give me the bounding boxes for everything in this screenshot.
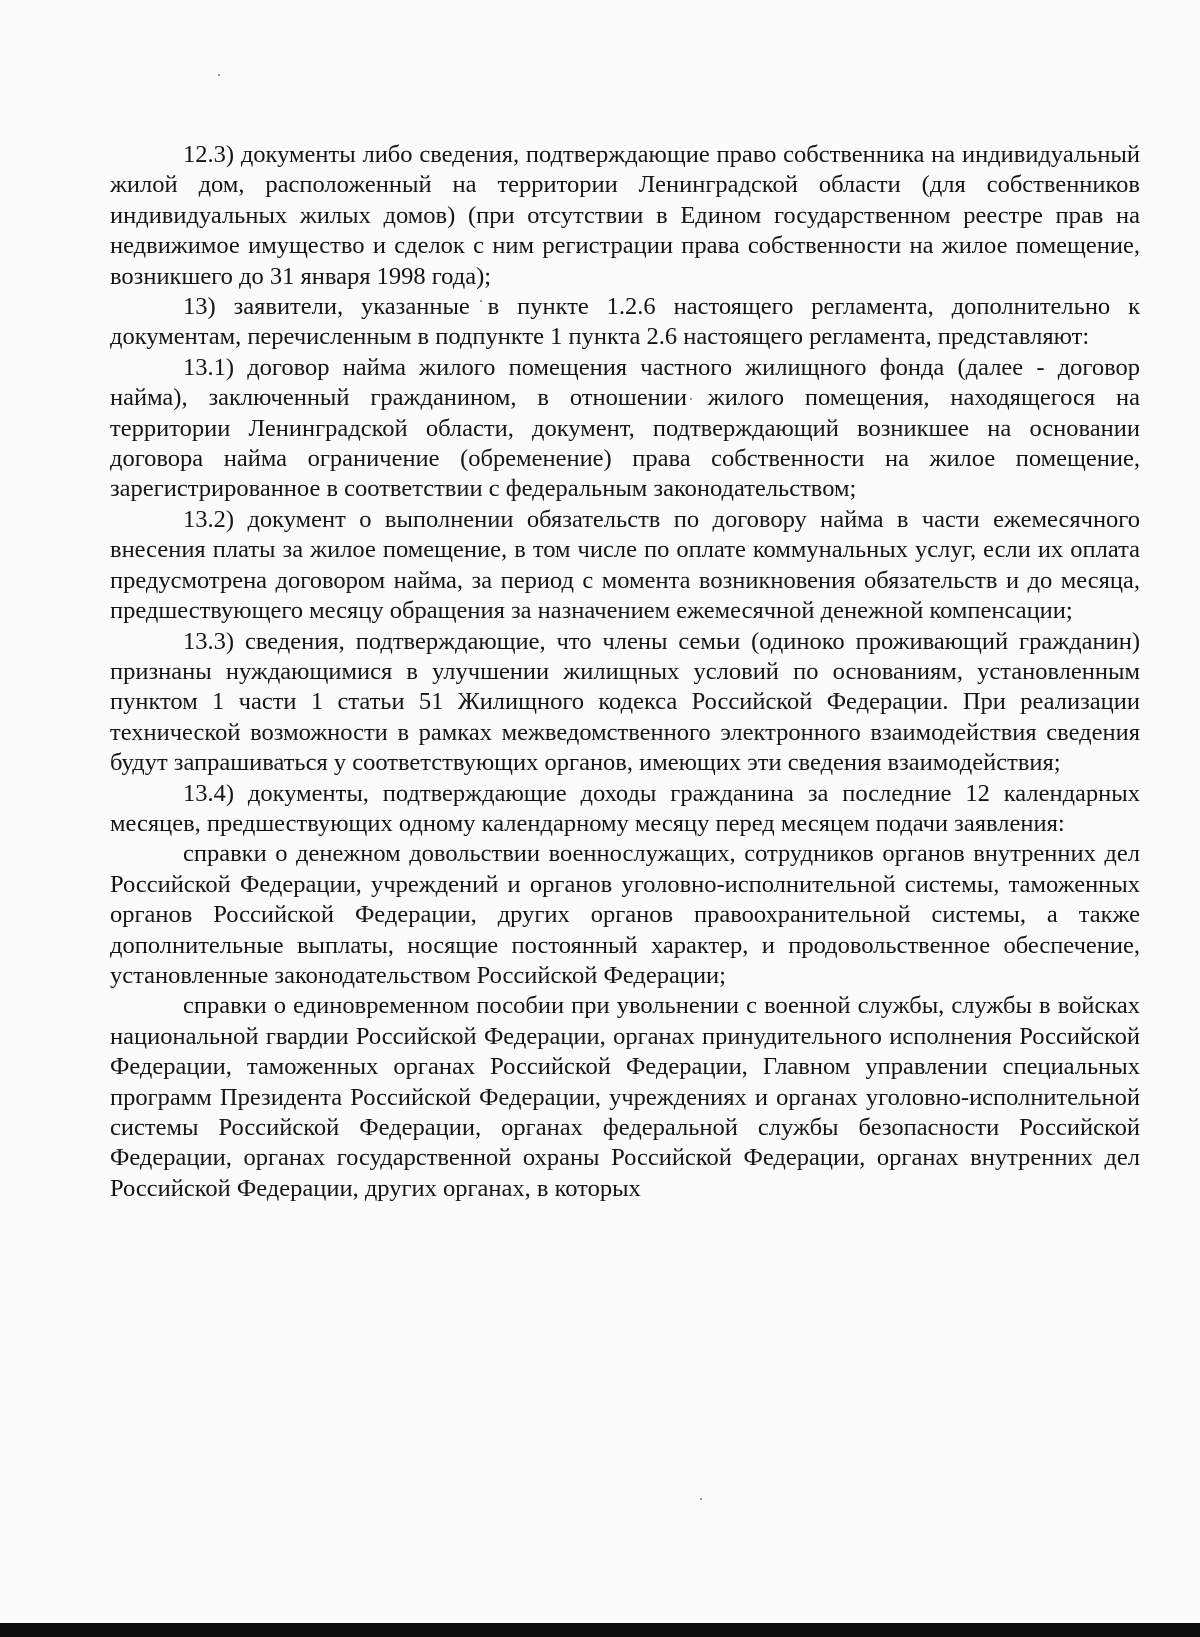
paragraph-13-4: 13.4) документы, подтверждающие доходы гражданина за последние 12 календарных месяцев, предшествующих одному календарному месяцу перед месяцем подачи заявления: bbox=[110, 779, 1140, 837]
paragraph-13: 13) заявители, указанные в пункте 1.2.6 настоящего регламента, дополнительно к документам, перечисленным в подпункте 1 пункта 2.6 настоящего регламента, представляют: bbox=[110, 293, 1140, 351]
paragraph-severance-certificates: справки о единовременном пособии при увольнении с военной службы, службы в войсках национальной гвардии Российской Федерации, органах принудительного исполнения Российской Федерации, таможенных органах Российской Федерации, Главном управлении специальных программ Президента Российской Федерации, учреждениях и органах уголовно-исполнительной системы Российской Федерации, органах федеральной службы безопасности Российской Федерации, органах государственной охраны Российской Федерации, органах внутренних дел Российской Федерации, других органах, в которых bbox=[110, 992, 1140, 1202]
paragraph-12-3: 12.3) документы либо сведения, подтверждающие право собственника на индивидуальный жилой дом, расположенный на территории Ленинградской области (для собственников индивидуальных жилых домов) (при отсутствии в Едином государственном реестре прав на недвижимое имущество и сделок с ним регистрации права собственности на жилое помещение, возникшего до 31 января 1998 года); bbox=[110, 141, 1140, 290]
scan-speck bbox=[700, 1498, 702, 1500]
scan-bottom-edge bbox=[0, 1623, 1200, 1637]
scan-speck bbox=[218, 74, 220, 76]
paragraph-13-2: 13.2) документ о выполнении обязательств по договору найма в части ежемесячного внесения платы за жилое помещение, в том числе по оплате коммунальных услуг, если их оплата предусмотрена договором найма, за период с момента возникновения обязательств и до месяца, предшествующего месяцу обращения за назначением ежемесячной денежной компенсации; bbox=[110, 505, 1140, 625]
paragraph-13-1: 13.1) договор найма жилого помещения частного жилищного фонда (далее - договор найма), заключенный гражданином, в отношении жилого помещения, находящегося на территории Ленинградской области, документ, подтверждающий возникшее на основании договора найма ограничение (обременение) права собственности на жилое помещение, зарегистрированное в соответствии с федеральным законодательством; bbox=[110, 353, 1140, 503]
document-body bbox=[110, 140, 1140, 1204]
paragraph-13-3: 13.3) сведения, подтверждающие, что члены семьи (одиноко проживающий гражданин) признаны нуждающимися в улучшении жилищных условий по основаниям, установленным пунктом 1 части 1 статьи 51 Жилищного кодекса Российской Федерации. При реализации технической возможности в рамках межведомственного электронного взаимодействия сведения будут запрашиваться у соответствующих органов, имеющих эти сведения взаимодействия; bbox=[110, 627, 1140, 777]
paragraph-salary-certificates: справки о денежном довольствии военнослужащих, сотрудников органов внутренних дел Российской Федерации, учреждений и органов уголовно-исполнительной системы, таможенных органов Российской Федерации, других органов правоохранительной системы, а также дополнительные выплаты, носящие постоянный характер, и продовольственное обеспечение, установленные законодательством Российской Федерации; bbox=[110, 840, 1140, 989]
